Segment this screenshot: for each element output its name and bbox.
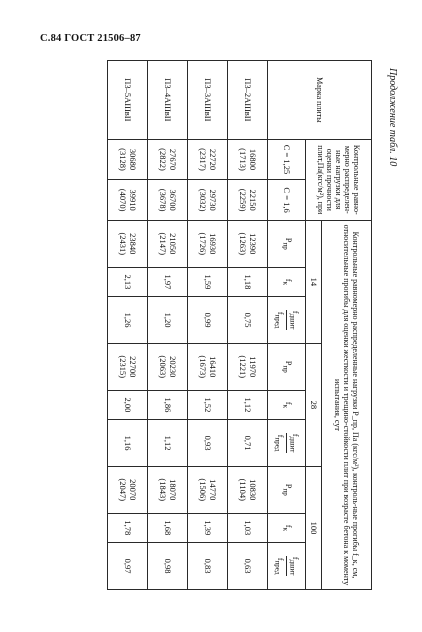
cell-p-14 <box>188 220 228 267</box>
column-header-p-28 <box>268 343 306 390</box>
cell-p-100 <box>228 466 268 513</box>
cell-value-pa: 21050 <box>168 233 179 255</box>
cell-f-14: 1,59 <box>188 267 228 297</box>
page-header: С.84 ГОСТ 21506–87 <box>40 33 141 44</box>
cell-p-14 <box>108 220 148 267</box>
column-header-p-100 <box>268 466 306 513</box>
cell-c16 <box>188 180 228 221</box>
cell-ratio-14: 1,26 <box>108 297 148 344</box>
table-row <box>108 61 148 590</box>
ratio-num-subscript: дшит <box>288 559 296 576</box>
cell-mark: П3–3АIIIвII <box>188 61 228 140</box>
cell-value-pa: 23840 <box>128 233 139 255</box>
p-symbol: P <box>283 237 294 243</box>
cell-ratio-28: 1,16 <box>108 420 148 467</box>
column-header-mark: Марка плиты <box>268 61 372 140</box>
cell-value-pa: 27670 <box>168 148 179 171</box>
table-row <box>228 61 268 590</box>
cell-value-pa: 20070 <box>128 479 139 501</box>
cell-ratio-14: 1,20 <box>148 297 188 344</box>
column-header-ratio-100 <box>268 543 306 590</box>
cell-ratio-14: 0,75 <box>228 297 268 344</box>
f-symbol: f <box>283 278 294 282</box>
cell-c125 <box>228 139 268 180</box>
ratio-den-symbol: f <box>276 434 286 438</box>
ratio-denominator <box>273 433 286 454</box>
ratio-numerator <box>286 310 300 331</box>
p-subscript: пр <box>281 242 290 250</box>
cell-f-100: 1,68 <box>148 513 188 543</box>
cell-value-pa: 30680 <box>128 148 139 171</box>
cell-p-14 <box>228 220 268 267</box>
cell-value-pa: 22700 <box>128 356 139 378</box>
cell-value-pa: 12390 <box>248 233 259 255</box>
cell-value-kgf: (2315) <box>118 355 129 379</box>
f-subscript: к <box>281 404 290 408</box>
cell-f-14: 2,13 <box>108 267 148 297</box>
f-subscript: к <box>281 281 290 286</box>
cell-value-pa: 36700 <box>168 189 179 211</box>
column-header-f-100 <box>268 513 306 543</box>
column-header-age-28: 28 <box>306 343 322 466</box>
cell-value-kgf: (2431) <box>118 232 129 256</box>
cell-p-28 <box>108 343 148 390</box>
cell-mark: П3–2АIIIвII <box>228 61 268 140</box>
cell-c125 <box>108 139 148 180</box>
cell-value-kgf: (1221) <box>238 355 249 379</box>
f-symbol: f <box>283 401 294 405</box>
ratio-denominator <box>273 310 286 331</box>
cell-ratio-14: 0,99 <box>188 297 228 344</box>
cell-value-pa: 18070 <box>168 479 179 501</box>
ratio-den-subscript: пред <box>273 560 282 575</box>
cell-f-28: 1,52 <box>188 390 228 420</box>
ratio-num-symbol: f <box>290 310 301 314</box>
cell-mark: П3–5АIIIвII <box>108 61 148 140</box>
column-header-control-loads: Контрольные равномерно распределенные нагрузки P_пр, Па (кгс/м²), контроль-ные прогибы f_к, см, относительные прогибы для оценки жесткости и трещино-стойкости плит при возрасте бетона к моменту испытания, сут <box>322 220 372 589</box>
cell-p-28 <box>148 343 188 390</box>
cell-c125 <box>188 139 228 180</box>
cell-value-pa: 16800 <box>248 148 259 171</box>
cell-value-kgf: (2259) <box>238 188 249 212</box>
table-row <box>148 61 188 590</box>
column-header-f-14 <box>268 267 306 297</box>
cell-value-pa: 22720 <box>208 148 219 171</box>
f-symbol: f <box>283 524 294 528</box>
column-header-p-14 <box>268 220 306 267</box>
column-header-ratio-28 <box>268 420 306 467</box>
cell-p-100 <box>188 466 228 513</box>
p-symbol: P <box>283 483 294 489</box>
cell-f-28: 2,00 <box>108 390 148 420</box>
cell-mark: П3–4АIIIвII <box>148 61 188 140</box>
cell-value-pa: 22150 <box>248 189 259 211</box>
cell-p-100 <box>148 466 188 513</box>
cell-value-kgf: (1726) <box>198 232 209 256</box>
cell-value-kgf: (3032) <box>198 188 209 212</box>
cell-c16 <box>108 180 148 221</box>
column-header-ratio-14 <box>268 297 306 344</box>
cell-ratio-28: 1,12 <box>148 420 188 467</box>
table-caption: Продолжение табл. 10 <box>387 68 398 167</box>
column-header-age-14: 14 <box>306 220 322 343</box>
cell-value-kgf: (3128) <box>118 148 129 171</box>
ratio-num-symbol: f <box>290 433 301 437</box>
cell-value-pa: 16930 <box>208 233 219 255</box>
cell-value-kgf: (1673) <box>198 355 209 379</box>
cell-value-pa: 11970 <box>248 356 259 378</box>
cell-c16 <box>148 180 188 221</box>
cell-value-pa: 14770 <box>208 479 219 501</box>
cell-p-28 <box>188 343 228 390</box>
cell-c16 <box>228 180 268 221</box>
cell-f-100: 1,39 <box>188 513 228 543</box>
cell-value-kgf: (1104) <box>238 478 249 501</box>
cell-value-kgf: (1506) <box>198 478 209 502</box>
cell-value-pa: 39910 <box>128 189 139 211</box>
table-row <box>188 61 228 590</box>
column-header-c125: C = 1,25 <box>268 139 306 180</box>
cell-ratio-28: 0,71 <box>228 420 268 467</box>
ratio-den-subscript: пред <box>273 437 282 452</box>
cell-value-kgf: (2147) <box>158 232 169 256</box>
ratio-num-subscript: дшит <box>288 313 296 330</box>
ratio-fraction <box>273 556 299 577</box>
cell-ratio-100: 0,97 <box>108 543 148 590</box>
cell-value-pa: 16410 <box>208 356 219 378</box>
ratio-num-symbol: f <box>290 556 301 560</box>
load-table <box>107 60 372 590</box>
ratio-den-subscript: пред <box>273 314 282 329</box>
cell-value-kgf: (2063) <box>158 355 169 379</box>
cell-c125 <box>148 139 188 180</box>
ratio-den-symbol: f <box>276 311 286 315</box>
cell-value-kgf: (3678) <box>158 188 169 212</box>
p-subscript: пр <box>281 488 290 496</box>
p-symbol: P <box>283 360 294 366</box>
cell-value-kgf: (2822) <box>158 148 169 171</box>
cell-value-pa: 29730 <box>208 189 219 211</box>
cell-p-28 <box>228 343 268 390</box>
cell-value-kgf: (4070) <box>118 188 129 212</box>
cell-value-kgf: (1263) <box>238 232 249 256</box>
ratio-numerator <box>286 433 300 454</box>
cell-p-100 <box>108 466 148 513</box>
rotated-table-wrapper <box>108 60 372 590</box>
column-header-age-100: 100 <box>306 466 322 589</box>
column-header-eval-loads: Контрольные равно-мерно распределен-ные нагрузки для оценки прочности плит,Па(кгс/м²), при <box>306 139 372 220</box>
ratio-fraction <box>273 310 299 331</box>
cell-value-pa: 10830 <box>248 479 259 501</box>
ratio-num-subscript: дшит <box>288 436 296 453</box>
cell-value-kgf: (2317) <box>198 148 209 171</box>
ratio-denominator <box>273 556 286 577</box>
cell-f-100: 1,03 <box>228 513 268 543</box>
cell-ratio-100: 0,63 <box>228 543 268 590</box>
cell-value-kgf: (2047) <box>118 478 129 502</box>
cell-value-kgf: (1843) <box>158 478 169 502</box>
cell-f-28: 1,86 <box>148 390 188 420</box>
ratio-fraction <box>273 433 299 454</box>
column-header-f-28 <box>268 390 306 420</box>
cell-ratio-100: 0,83 <box>188 543 228 590</box>
cell-f-14: 1,97 <box>148 267 188 297</box>
cell-ratio-100: 0,98 <box>148 543 188 590</box>
cell-p-14 <box>148 220 188 267</box>
cell-value-kgf: (1713) <box>238 148 249 171</box>
cell-f-100: 1,78 <box>108 513 148 543</box>
column-header-c16: C = 1,6 <box>268 180 306 221</box>
cell-ratio-28: 0,93 <box>188 420 228 467</box>
f-subscript: к <box>281 527 290 531</box>
cell-f-28: 1,12 <box>228 390 268 420</box>
ratio-den-symbol: f <box>276 557 286 561</box>
cell-f-14: 1,18 <box>228 267 268 297</box>
p-subscript: пр <box>281 365 290 373</box>
cell-value-pa: 20230 <box>168 356 179 378</box>
ratio-numerator <box>286 556 300 577</box>
